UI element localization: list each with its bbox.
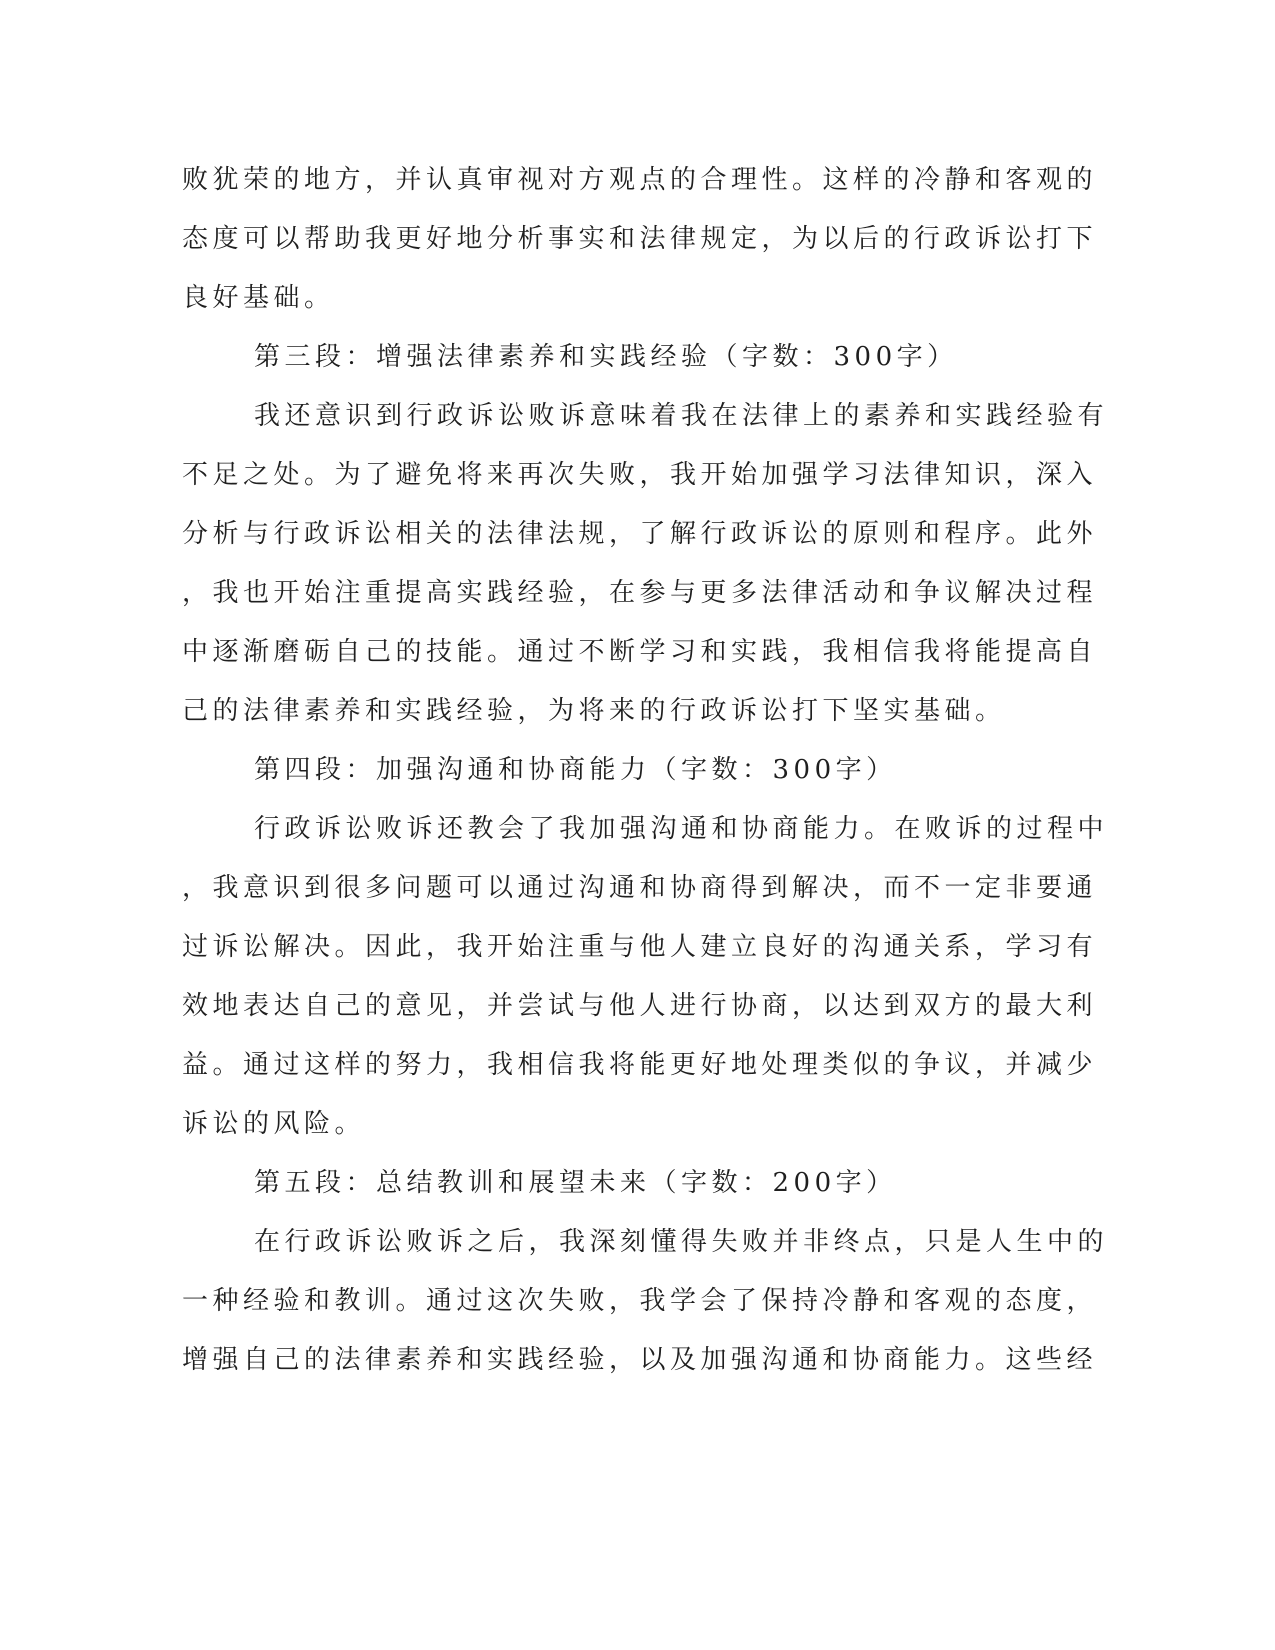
text-line: 诉讼的风险。	[182, 1109, 366, 1139]
text-line: 一种经验和教训。通过这次失败，我学会了保持冷静和客观的态度，	[182, 1286, 1098, 1316]
text-line: 益。通过这样的努力，我相信我将能更好地处理类似的争议，并减少	[182, 1050, 1098, 1080]
text-line: ，我也开始注重提高实践经验，在参与更多法律活动和争议解决过程	[182, 578, 1098, 608]
text-line: 中逐渐磨砺自己的技能。通过不断学习和实践，我相信我将能提高自	[182, 637, 1098, 667]
text-line: 态度可以帮助我更好地分析事实和法律规定，为以后的行政诉讼打下	[182, 224, 1098, 254]
section-heading-5: 第五段：总结教训和展望未来（字数：200字）	[254, 1168, 897, 1198]
text-line: 良好基础。	[182, 283, 335, 313]
text-line: 在行政诉讼败诉之后，我深刻懂得失败并非终点，只是人生中的	[254, 1227, 1109, 1257]
text-line: 过诉讼解决。因此，我开始注重与他人建立良好的沟通关系，学习有	[182, 932, 1098, 962]
text-line: 不足之处。为了避免将来再次失败，我开始加强学习法律知识，深入	[182, 460, 1098, 490]
section-heading-4: 第四段：加强沟通和协商能力（字数：300字）	[254, 755, 897, 785]
text-line: ，我意识到很多问题可以通过沟通和协商得到解决，而不一定非要通	[182, 873, 1098, 903]
text-line: 效地表达自己的意见，并尝试与他人进行协商，以达到双方的最大利	[182, 991, 1098, 1021]
text-line: 败犹荣的地方，并认真审视对方观点的合理性。这样的冷静和客观的	[182, 165, 1098, 195]
section-heading-3: 第三段：增强法律素养和实践经验（字数：300字）	[254, 342, 958, 372]
text-line: 我还意识到行政诉讼败诉意味着我在法律上的素养和实践经验有	[254, 401, 1109, 431]
text-line: 增强自己的法律素养和实践经验，以及加强沟通和协商能力。这些经	[182, 1345, 1098, 1375]
text-line: 行政诉讼败诉还教会了我加强沟通和协商能力。在败诉的过程中	[254, 814, 1109, 844]
text-line: 分析与行政诉讼相关的法律法规，了解行政诉讼的原则和程序。此外	[182, 519, 1098, 549]
text-line: 己的法律素养和实践经验，为将来的行政诉讼打下坚实基础。	[182, 696, 1006, 726]
